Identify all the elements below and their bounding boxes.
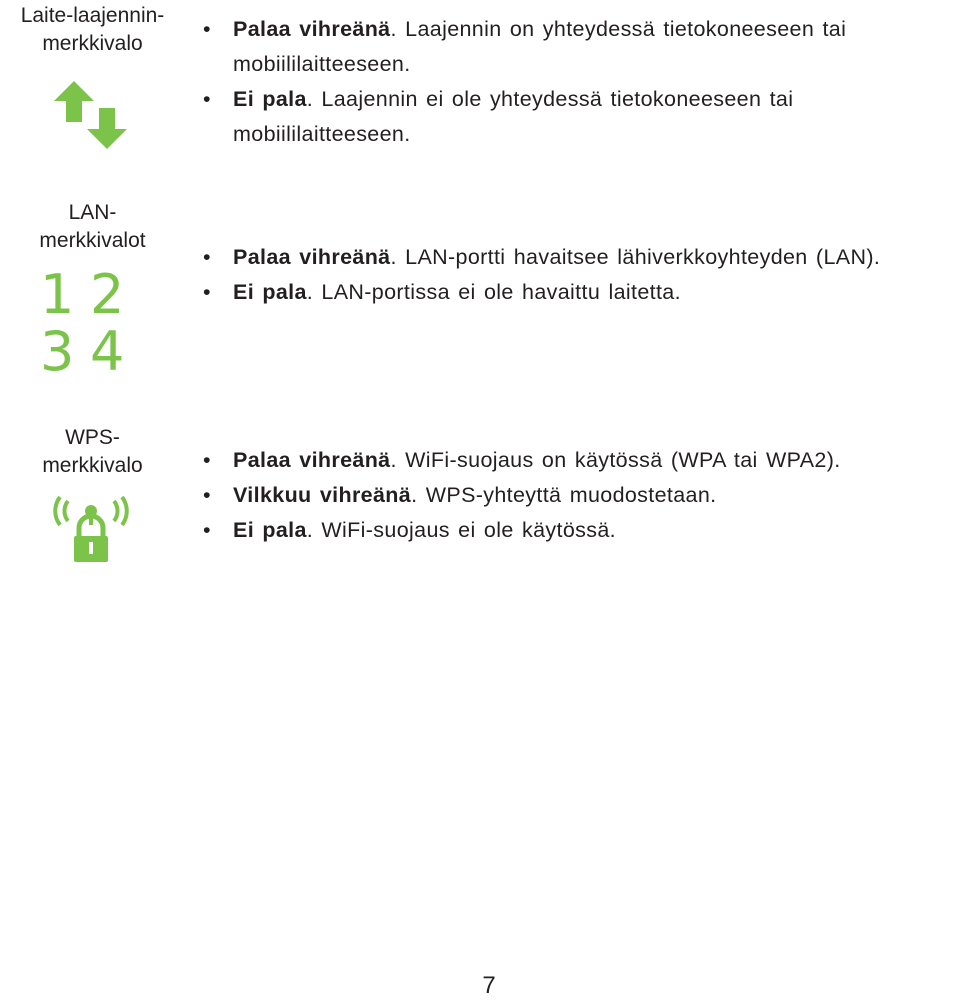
wps-led-label bbox=[0, 424, 185, 480]
status-term: Palaa vihreänä bbox=[233, 17, 391, 41]
wps-led-label-line2: merkkivalo bbox=[42, 454, 143, 477]
status-term: Palaa vihreänä bbox=[233, 448, 391, 472]
lan-leds-list bbox=[203, 240, 960, 310]
list-item bbox=[203, 478, 960, 513]
status-description: . WiFi-suojaus ei ole käytössä. bbox=[306, 518, 616, 542]
list-item bbox=[203, 275, 960, 310]
status-description: . Laajennin on yhteydessä tietokoneeseen tai mobiililaitteeseen. bbox=[233, 17, 847, 76]
extender-led-label-line2: merkkivalo bbox=[42, 32, 143, 55]
status-description: . WPS-yhteyttä muodostetaan. bbox=[411, 483, 717, 507]
lan-leds-label-line1: LAN- bbox=[68, 201, 117, 224]
wps-led-list bbox=[203, 443, 960, 548]
lan-port-4: 4 bbox=[90, 320, 125, 383]
status-description: . LAN-portti havaitsee lähiverkkoyhteyden (LAN). bbox=[390, 245, 881, 269]
status-term: Ei pala bbox=[233, 518, 307, 542]
status-term: Vilkkuu vihreänä bbox=[233, 483, 412, 507]
up-down-arrows-icon bbox=[50, 80, 130, 152]
list-item bbox=[203, 443, 960, 478]
page-number: 7 bbox=[482, 972, 496, 999]
status-term: Palaa vihreänä bbox=[233, 245, 391, 269]
extender-led-label bbox=[0, 2, 185, 58]
list-item bbox=[203, 12, 960, 82]
list-item bbox=[203, 240, 960, 275]
list-item bbox=[203, 513, 960, 548]
status-description: . LAN-portissa ei ole havaittu laitetta. bbox=[306, 280, 681, 304]
lan-port-3: 3 bbox=[40, 320, 75, 383]
list-item bbox=[203, 82, 960, 152]
extender-led-label-line1: Laite-laajennin- bbox=[20, 4, 165, 27]
status-description: . Laajennin ei ole yhteydessä tietokoneeseen tai mobiililaitteeseen. bbox=[233, 87, 794, 146]
status-term: Ei pala bbox=[233, 280, 307, 304]
wps-led-label-line1: WPS- bbox=[65, 426, 120, 449]
lan-port-1: 1 bbox=[40, 263, 75, 326]
lan-leds-label bbox=[0, 199, 185, 255]
extender-led-list bbox=[203, 12, 960, 152]
status-description: . WiFi-suojaus on käytössä (WPA tai WPA2). bbox=[390, 448, 841, 472]
status-term: Ei pala bbox=[233, 87, 307, 111]
wps-lock-icon bbox=[50, 494, 132, 564]
lan-leds-label-line2: merkkivalot bbox=[39, 229, 146, 252]
lan-port-2: 2 bbox=[90, 263, 125, 326]
